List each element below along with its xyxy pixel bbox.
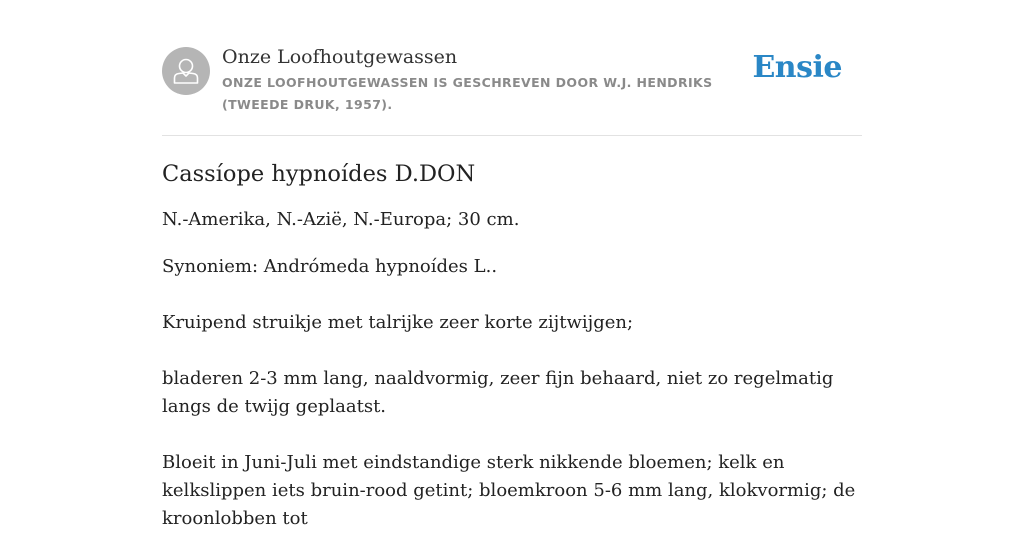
entry-content	[162, 157, 862, 533]
entry-distribution: N.-Amerika, N.-Azië, N.-Europa; 30 cm.	[162, 209, 520, 230]
header-divider	[162, 135, 862, 136]
source-header	[162, 45, 862, 135]
ensie-logo-link[interactable]: Ensie	[752, 50, 842, 85]
entry-flower-description: Bloeit in Juni-Juli met eindstandige sterk nikkende bloemen; kelk en kelkslippen iets bruin-rood getint; bloemkroon 5-6 mm lang, klokvormig; de kroonlobben tot	[162, 452, 856, 529]
entry-synonym: Synoniem: Andrómeda hypnoídes L..	[162, 256, 498, 277]
source-subtitle: ONZE LOOFHOUTGEWASSEN IS GESCHREVEN DOOR W.J. HENDRIKS (TWEEDE DRUK, 1957).	[222, 75, 713, 112]
user-placeholder-icon[interactable]	[162, 47, 210, 95]
entry-growth-description: Kruipend struikje met talrijke zeer korte zijtwijgen;	[162, 312, 634, 333]
source-title[interactable]: Onze Loofhoutgewassen	[222, 46, 458, 68]
entry-title: Cassíope hypnoídes D.DON	[162, 161, 476, 187]
entry-leaf-description: bladeren 2-3 mm lang, naaldvormig, zeer fijn behaard, niet zo regelmatig langs de twijg geplaatst.	[162, 368, 834, 417]
